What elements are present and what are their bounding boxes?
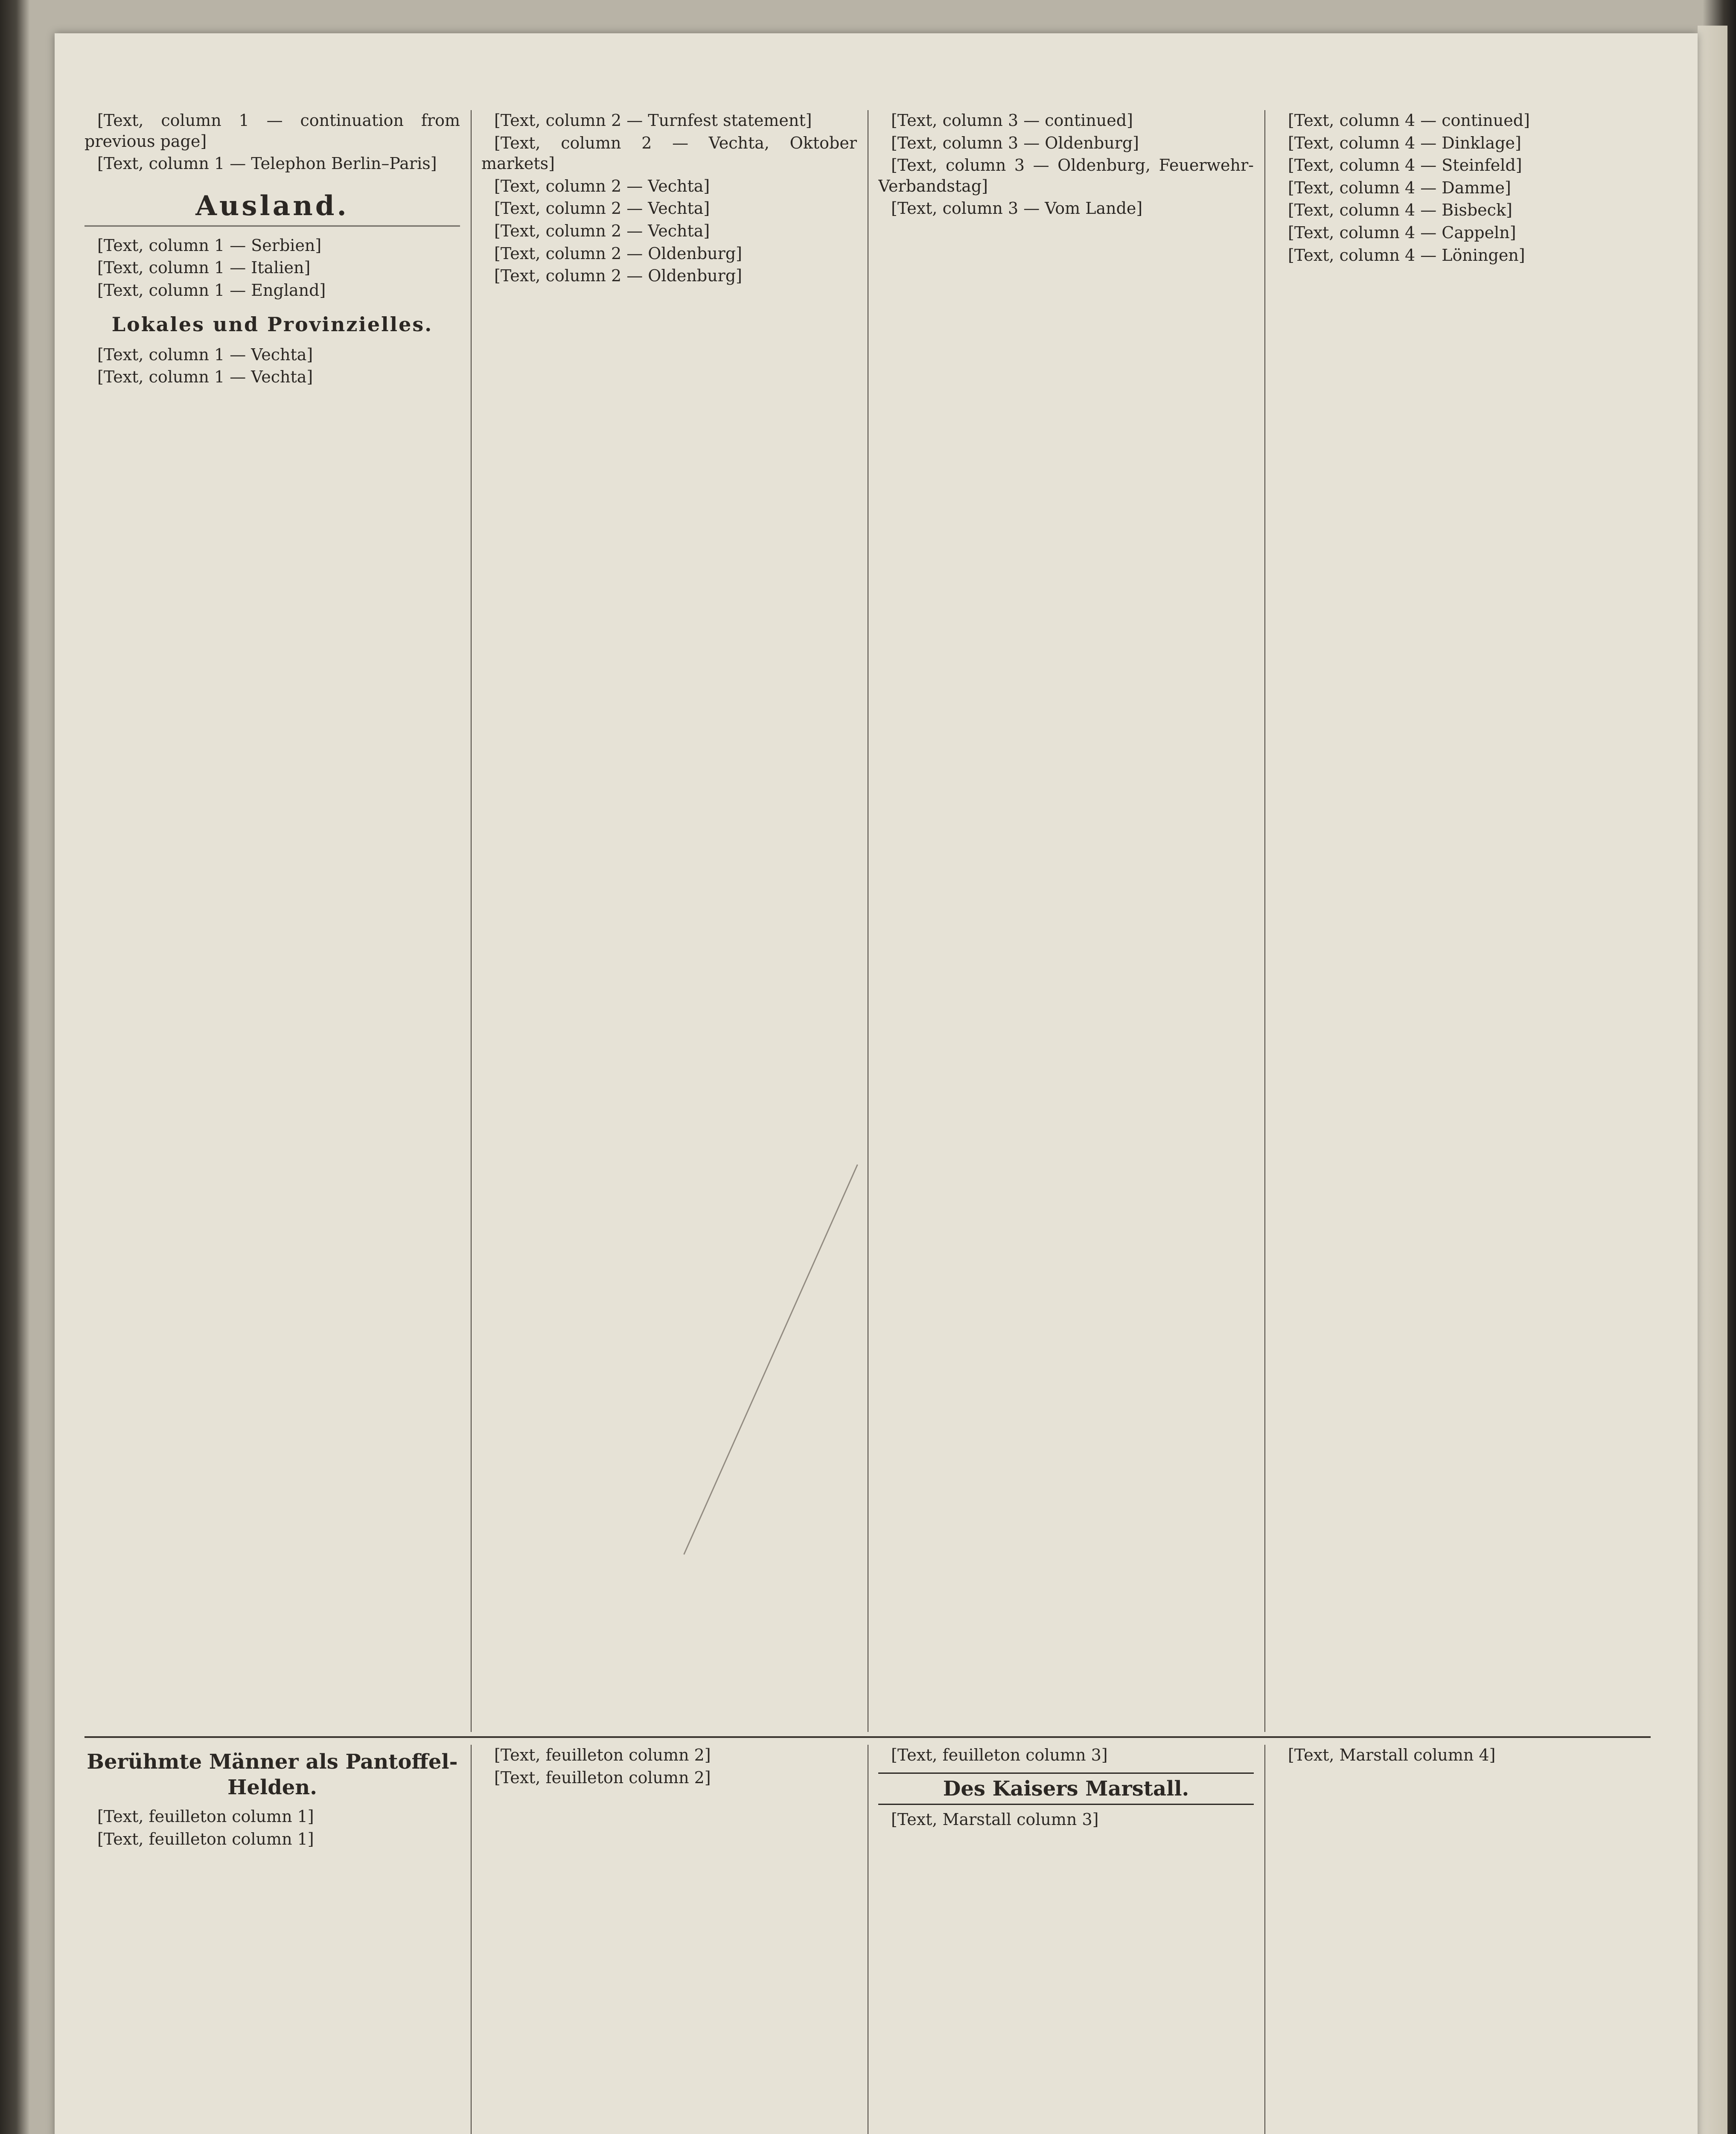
paragraph: [Text, column 1 — continuation from previous page] xyxy=(84,111,460,151)
top-column-4 xyxy=(1275,110,1651,1732)
next-page-edge xyxy=(1698,26,1727,2134)
feuilleton-divider xyxy=(84,1736,1651,1738)
paragraph: [Text, column 2 — Vechta] xyxy=(494,176,710,195)
paragraph: [Text, column 2 — Vechta] xyxy=(494,221,710,240)
paragraph: [Text, column 2 — Turnfest statement] xyxy=(494,111,812,130)
paragraph: [Text, feuilleton column 3] xyxy=(891,1746,1108,1764)
paragraph: [Text, column 4 — Damme] xyxy=(1288,178,1511,197)
paragraph: [Text, feuilleton column 2] xyxy=(494,1768,711,1787)
column-rule xyxy=(1264,110,1265,1732)
paragraph: [Text, column 4 — Cappeln] xyxy=(1288,223,1516,242)
paragraph: [Text, column 4 — Löningen] xyxy=(1288,245,1525,265)
paragraph: [Text, Marstall column 3] xyxy=(891,1810,1099,1829)
paragraph: [Text, column 2 — Oldenburg] xyxy=(494,244,742,263)
bottom-column-2 xyxy=(481,1745,857,2134)
paragraph: [Text, column 1 — Vechta] xyxy=(97,345,313,364)
paragraph: [Text, feuilleton column 1] xyxy=(97,1829,314,1848)
column-rule xyxy=(471,1745,472,2134)
paragraph: [Text, column 2 — Oldenburg] xyxy=(494,266,742,286)
bottom-column-1 xyxy=(84,1745,460,2134)
bottom-column-4 xyxy=(1275,1745,1651,2134)
newspaper-page xyxy=(55,33,1698,2134)
paragraph: [Text, column 2 — Vechta, Oktober markets] xyxy=(481,133,857,173)
section-heading-ausland: Ausland. xyxy=(84,187,460,227)
column-rule xyxy=(471,110,472,1732)
paragraph: [Text, column 1 — Vechta] xyxy=(97,367,313,387)
column-rule xyxy=(1264,1745,1265,2134)
top-column-1 xyxy=(84,110,460,1732)
top-column-2 xyxy=(481,110,857,1732)
paragraph: [Text, column 1 — Serbien] xyxy=(97,236,322,255)
paragraph: [Text, feuilleton column 1] xyxy=(97,1807,314,1826)
paragraph: [Text, feuilleton column 2] xyxy=(494,1746,711,1764)
paragraph: [Text, column 4 — Bisbeck] xyxy=(1288,201,1512,220)
paragraph: [Text, column 1 — Telephon Berlin–Paris] xyxy=(97,154,437,173)
paragraph: [Text, column 1 — England] xyxy=(97,280,326,300)
paragraph: [Text, column 3 — Oldenburg] xyxy=(891,133,1139,152)
paragraph: [Text, column 3 — continued] xyxy=(891,111,1133,130)
marstall-heading: Des Kaisers Marstall. xyxy=(878,1773,1254,1805)
paragraph: [Text, column 4 — Steinfeld] xyxy=(1288,156,1522,175)
feuilleton-title: Berühmte Männer als Pantoffel-Helden. xyxy=(87,1750,458,1799)
paragraph: [Text, column 2 — Vechta] xyxy=(494,199,710,218)
paragraph: [Text, column 3 — Oldenburg, Feuerwehr-Verbandstag] xyxy=(878,156,1254,195)
paragraph: [Text, Marstall column 4] xyxy=(1288,1746,1496,1764)
section-heading-lokales: Lokales und Provinzielles. xyxy=(111,312,433,336)
bottom-column-3 xyxy=(878,1745,1254,2134)
paragraph: [Text, column 4 — Dinklage] xyxy=(1288,133,1521,152)
paragraph: [Text, column 3 — Vom Lande] xyxy=(891,199,1143,218)
paragraph: [Text, column 4 — continued] xyxy=(1288,111,1530,130)
top-column-3 xyxy=(878,110,1254,1732)
paragraph: [Text, column 1 — Italien] xyxy=(97,258,311,277)
